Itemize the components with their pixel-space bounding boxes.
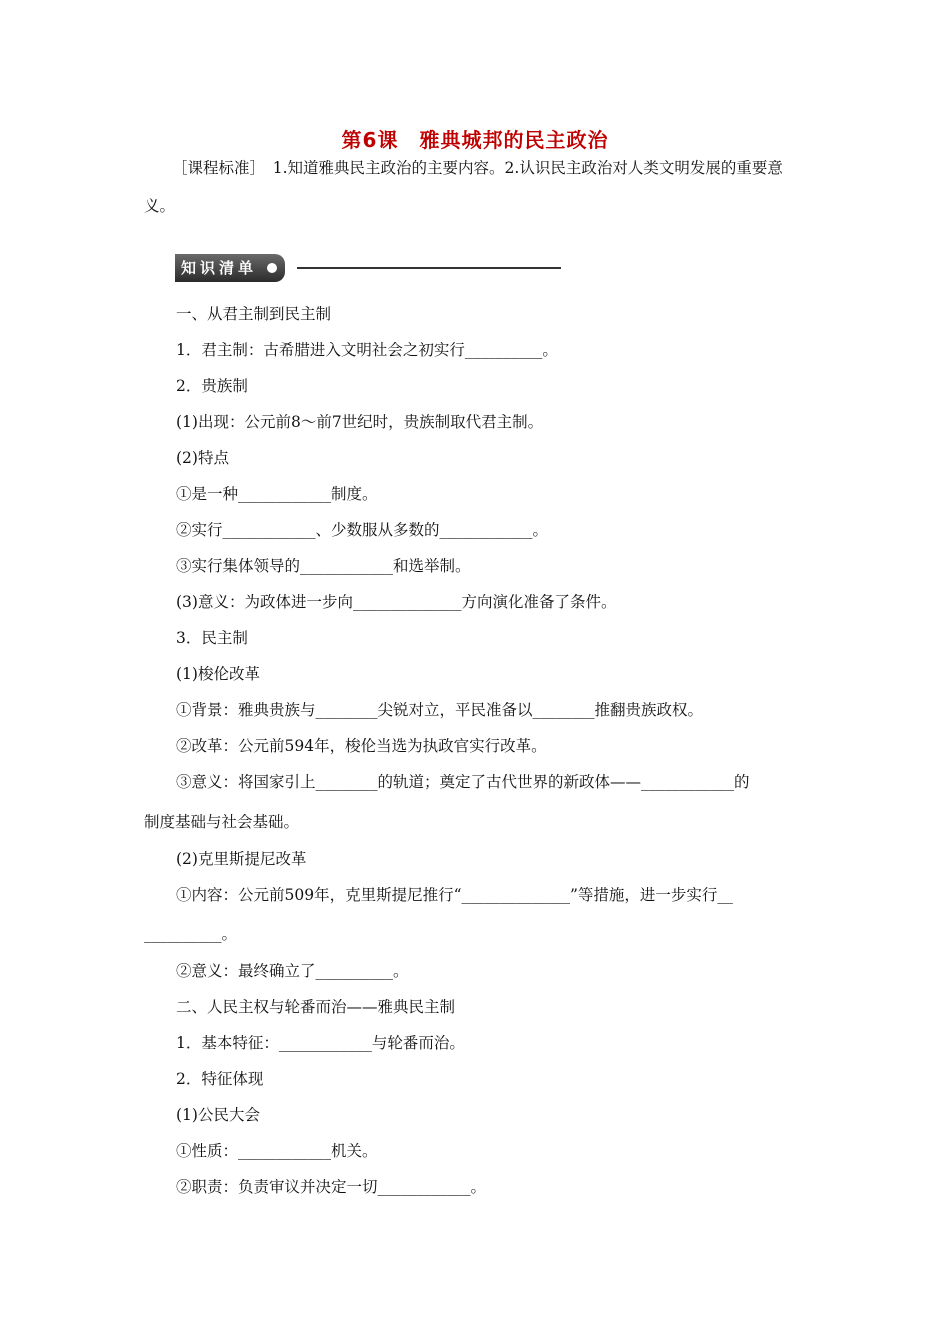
text-line: ①是一种____________制度。 xyxy=(176,485,378,503)
text-line: ②意义：最终确立了__________。 xyxy=(176,962,409,980)
text-line: ②职责：负责审议并决定一切____________。 xyxy=(176,1178,487,1196)
text-line: 2．贵族制 xyxy=(176,377,248,395)
section-heading: 一、从君主制到民主制 xyxy=(176,305,332,323)
lesson-title: 第6课 雅典城邦的民主政治 xyxy=(341,128,609,152)
text-line: ③实行集体领导的____________和选举制。 xyxy=(176,557,471,575)
text-line: 2．特征体现 xyxy=(176,1070,264,1088)
bullet-dot-icon xyxy=(267,263,277,273)
knowledge-list-banner xyxy=(175,254,561,282)
text-line: ③意义：将国家引上________的轨道；奠定了古代世界的新政体——____________的 xyxy=(176,773,750,791)
text-line: 1．基本特征：____________与轮番而治。 xyxy=(176,1034,465,1052)
text-line: __________。 xyxy=(144,925,238,943)
text-line: 1．君主制：古希腊进入文明社会之初实行__________。 xyxy=(176,341,558,359)
text-line: 制度基础与社会基础。 xyxy=(144,813,300,831)
text-line: ①内容：公元前509年，克里斯提尼推行“______________”等措施，进一步实行__ xyxy=(176,886,733,904)
text-line: (1)梭伦改革 xyxy=(176,665,260,683)
text-line: (1)公民大会 xyxy=(176,1106,260,1124)
banner-label: 知识清单 xyxy=(175,254,285,282)
section-heading: 二、人民主权与轮番而治——雅典民主制 xyxy=(176,998,456,1016)
text-line: ②实行____________、少数服从多数的____________。 xyxy=(176,521,549,539)
text-line: (3)意义：为政体进一步向______________方向演化准备了条件。 xyxy=(176,593,617,611)
banner-rule xyxy=(297,267,561,269)
text-line: (1)出现：公元前8～前7世纪时，贵族制取代君主制。 xyxy=(176,413,544,431)
text-line: ②改革：公元前594年，梭伦当选为执政官实行改革。 xyxy=(176,737,547,755)
text-line: ①性质：____________机关。 xyxy=(176,1142,378,1160)
text-line: (2)特点 xyxy=(176,449,229,467)
text-line: (2)克里斯提尼改革 xyxy=(176,850,307,868)
text-line: ①背景：雅典贵族与________尖锐对立，平民准备以________推翻贵族政权。 xyxy=(176,701,704,719)
course-standard: ［课程标准］ 1.知道雅典民主政治的主要内容。2.认识民主政治对人类文明发展的重要意义。 xyxy=(144,159,783,215)
text-line: 3．民主制 xyxy=(176,629,248,647)
